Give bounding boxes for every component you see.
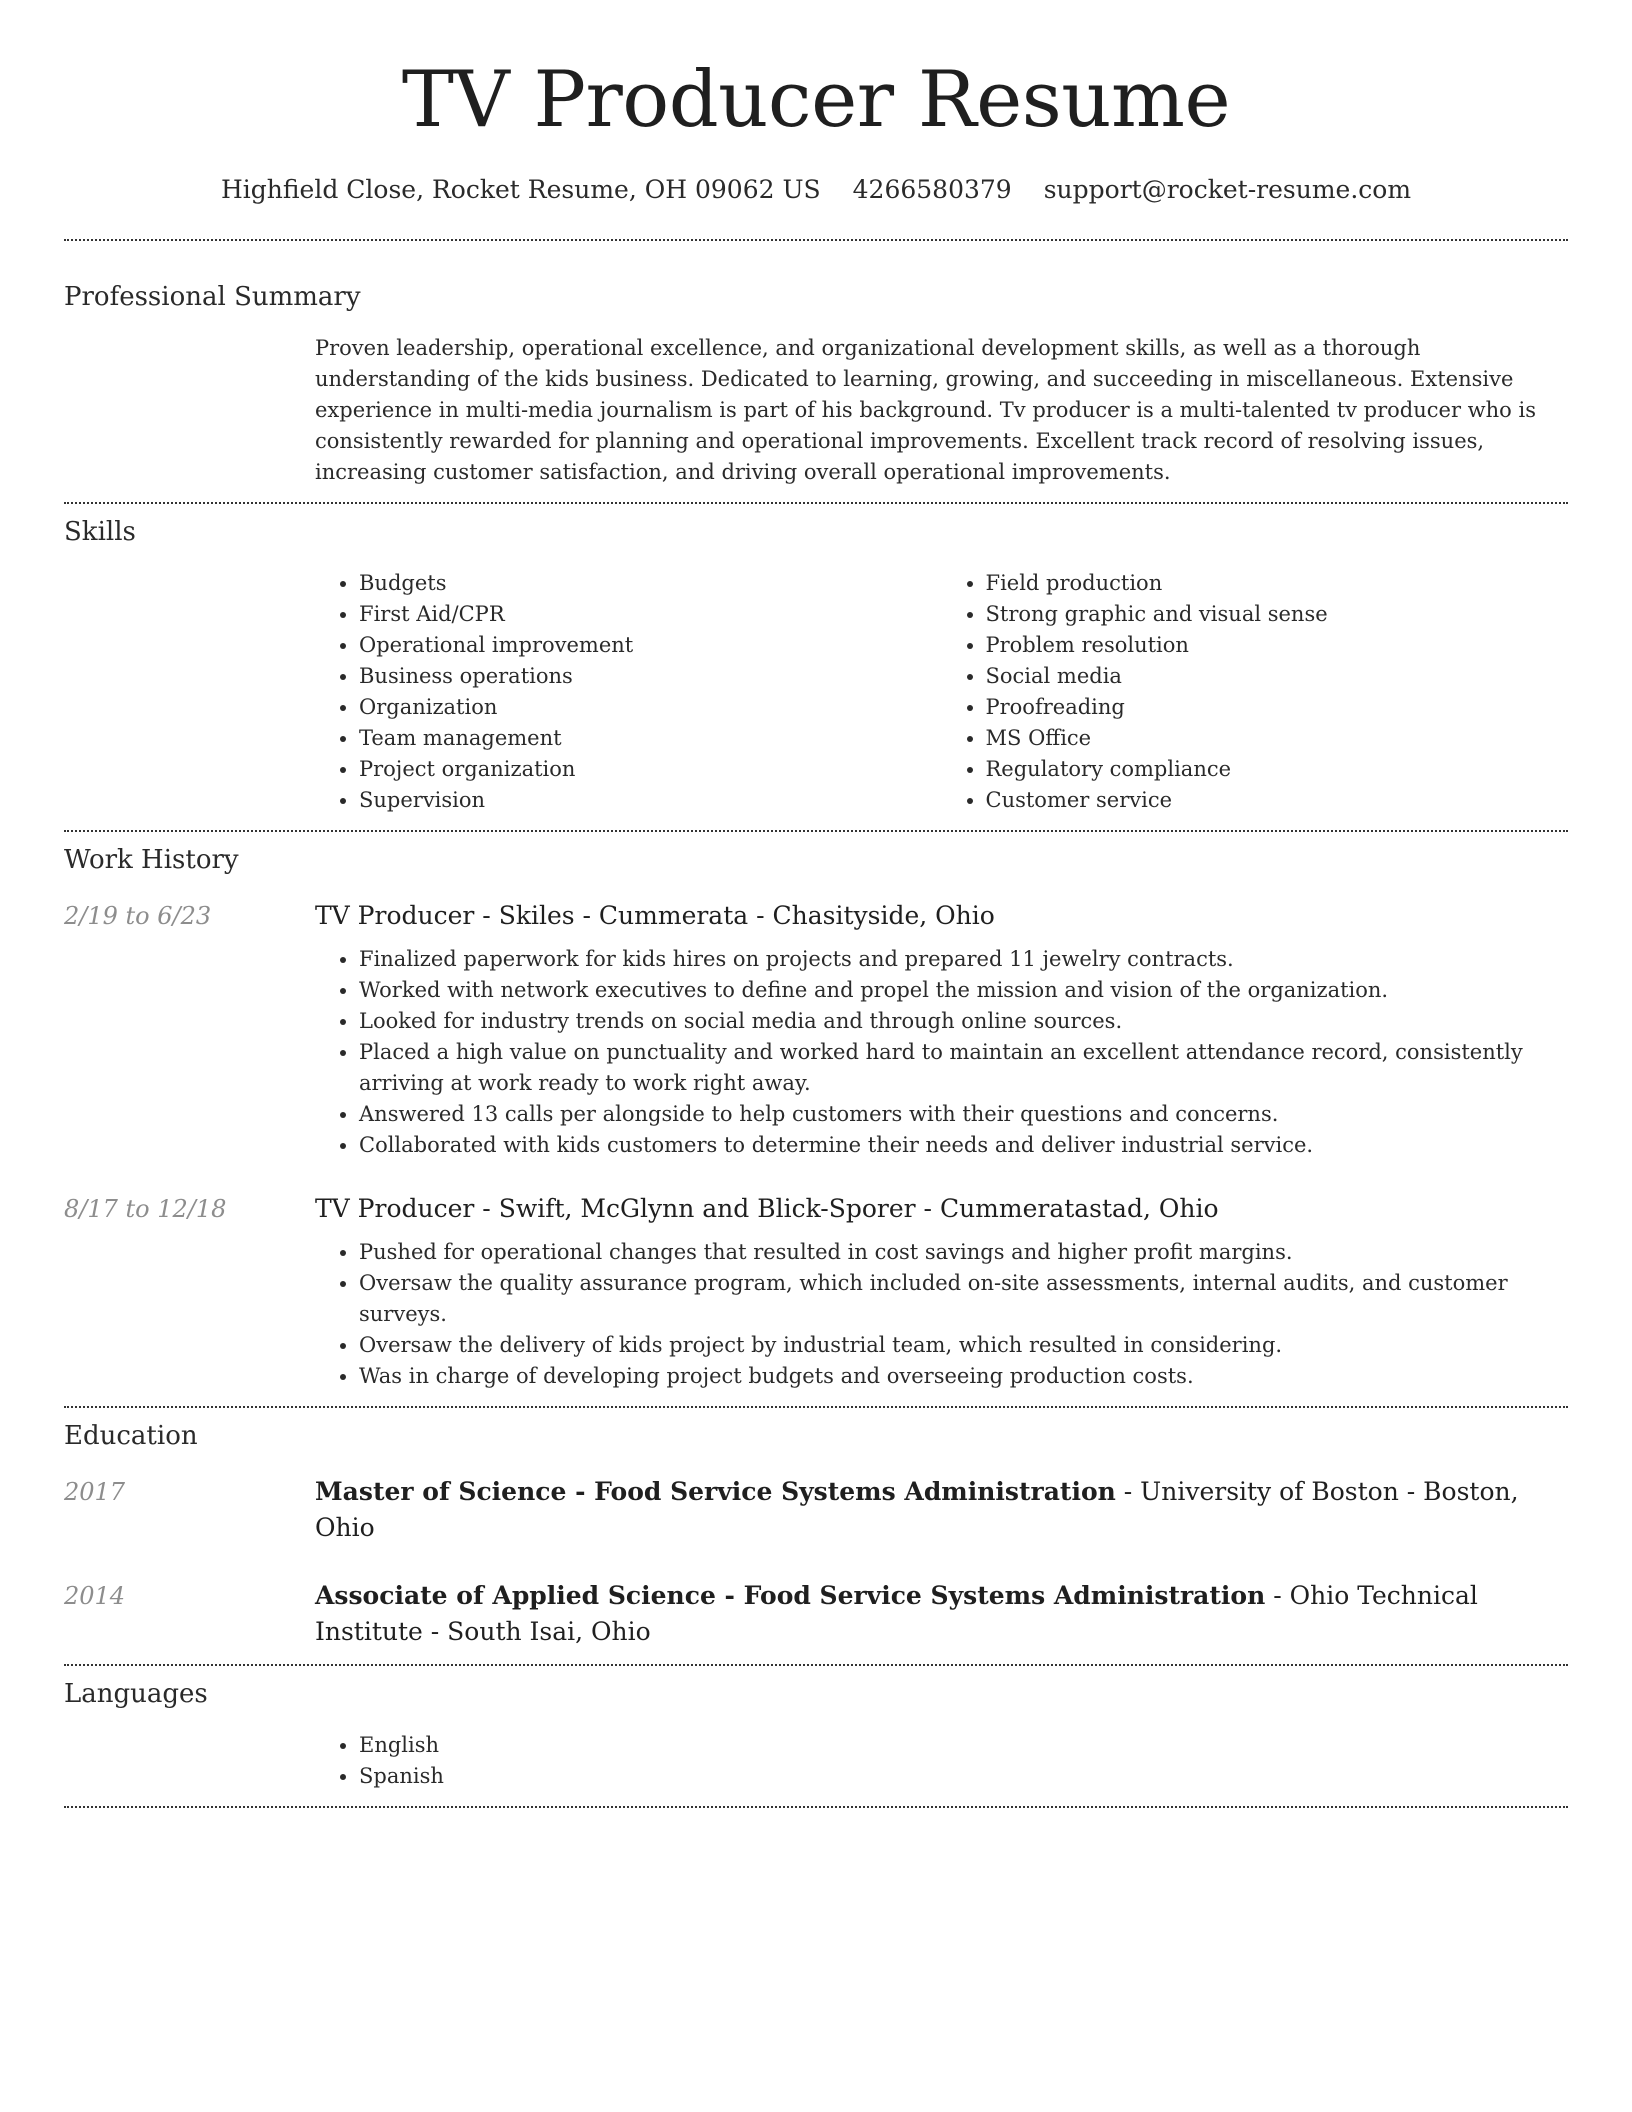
contact-address: Highfield Close, Rocket Resume, OH 09062 US xyxy=(220,175,821,204)
page-title: TV Producer Resume xyxy=(401,55,1231,145)
section-divider xyxy=(64,239,1568,241)
job-entry xyxy=(64,1191,1568,1392)
skill-item: • Regulatory compliance xyxy=(986,754,1569,785)
section-divider xyxy=(64,830,1568,832)
skill-item: • Organization xyxy=(359,692,942,723)
education-year: 2014 xyxy=(64,1582,126,1610)
summary-heading: Professional Summary xyxy=(64,282,361,312)
skill-item: • Supervision xyxy=(359,785,942,816)
skill-item: • Budgets xyxy=(359,568,942,599)
skill-item: • Operational improvement xyxy=(359,630,942,661)
skills-list-right xyxy=(942,568,1569,816)
skill-item: • Problem resolution xyxy=(986,630,1569,661)
skills-heading: Skills xyxy=(64,517,136,547)
job-entry xyxy=(64,898,1568,1161)
language-item: • English xyxy=(359,1730,1568,1761)
skill-item: • Proofreading xyxy=(986,692,1569,723)
job-bullets xyxy=(315,944,1568,1161)
summary-text: Proven leadership, operational excellence, and organizational development skills, as well as a thorough understanding of the kids business. Dedicated to learning, growing, and succeeding in miscellaneous. Extensive experience in multi-media journalism is part of his background. Tv producer is a multi-talented tv producer who is consistently rewarded for planning and operational improvements. Excellent track record of resolving issues, increasing customer satisfaction, and driving overall operational improvements. xyxy=(315,336,1536,484)
work-section xyxy=(64,842,1568,1392)
skill-item: • First Aid/CPR xyxy=(359,599,942,630)
skills-section xyxy=(64,514,1568,816)
education-degree: Master of Science - Food Service Systems Administration xyxy=(315,1477,1116,1506)
job-bullet: • Oversaw the quality assurance program, which included on-site assessments, internal audits, and customer surveys. xyxy=(359,1268,1568,1330)
section-divider xyxy=(64,1806,1568,1808)
skill-item: • Field production xyxy=(986,568,1569,599)
skill-item: • Customer service xyxy=(986,785,1569,816)
skill-item: • MS Office xyxy=(986,723,1569,754)
job-bullet: • Was in charge of developing project budgets and overseeing production costs. xyxy=(359,1361,1568,1392)
job-bullet: • Collaborated with kids customers to determine their needs and deliver industrial service. xyxy=(359,1130,1568,1161)
education-degree: Associate of Applied Science - Food Service Systems Administration xyxy=(315,1581,1266,1610)
job-dates: 8/17 to 12/18 xyxy=(64,1195,227,1223)
job-bullet: • Worked with network executives to define and propel the mission and vision of the organization. xyxy=(359,975,1568,1006)
contact-line xyxy=(64,172,1568,208)
section-divider xyxy=(64,1664,1568,1666)
work-heading: Work History xyxy=(64,845,239,875)
job-bullet: • Finalized paperwork for kids hires on projects and prepared 11 jewelry contracts. xyxy=(359,944,1568,975)
job-title: TV Producer - Swift, McGlynn and Blick-Sporer - Cummeratastad, Ohio xyxy=(315,1194,1219,1223)
skill-item: • Team management xyxy=(359,723,942,754)
languages-heading: Languages xyxy=(64,1679,208,1709)
skill-item: • Strong graphic and visual sense xyxy=(986,599,1569,630)
education-section xyxy=(64,1418,1568,1650)
job-dates: 2/19 to 6/23 xyxy=(64,902,212,930)
education-entry xyxy=(64,1578,1568,1650)
skill-item: • Project organization xyxy=(359,754,942,785)
skill-item: • Social media xyxy=(986,661,1569,692)
job-bullet: • Looked for industry trends on social media and through online sources. xyxy=(359,1006,1568,1037)
job-bullet: • Placed a high value on punctuality and worked hard to maintain an excellent attendance record, consistently arriving at work ready to work right away. xyxy=(359,1037,1568,1099)
education-heading: Education xyxy=(64,1421,198,1451)
summary-section xyxy=(64,279,1568,488)
section-divider xyxy=(64,502,1568,504)
education-year: 2017 xyxy=(64,1478,126,1506)
education-school: - University of Boston - Boston, Ohio xyxy=(315,1477,1519,1542)
language-item: • Spanish xyxy=(359,1761,1568,1792)
job-title: TV Producer - Skiles - Cummerata - Chasityside, Ohio xyxy=(315,901,995,930)
languages-section xyxy=(64,1676,1568,1792)
job-bullet: • Pushed for operational changes that resulted in cost savings and higher profit margins. xyxy=(359,1237,1568,1268)
skill-item: • Business operations xyxy=(359,661,942,692)
contact-phone: 4266580379 xyxy=(852,175,1012,204)
job-bullets xyxy=(315,1237,1568,1392)
education-entry xyxy=(64,1474,1568,1546)
section-divider xyxy=(64,1406,1568,1408)
skills-list-left xyxy=(315,568,942,816)
languages-list xyxy=(315,1730,1568,1792)
job-bullet: • Oversaw the delivery of kids project by industrial team, which resulted in considering. xyxy=(359,1330,1568,1361)
education-school: - Ohio Technical Institute - South Isai, Ohio xyxy=(315,1581,1478,1646)
contact-email: support@rocket-resume.com xyxy=(1043,175,1412,204)
job-bullet: • Answered 13 calls per alongside to help customers with their questions and concerns. xyxy=(359,1099,1568,1130)
